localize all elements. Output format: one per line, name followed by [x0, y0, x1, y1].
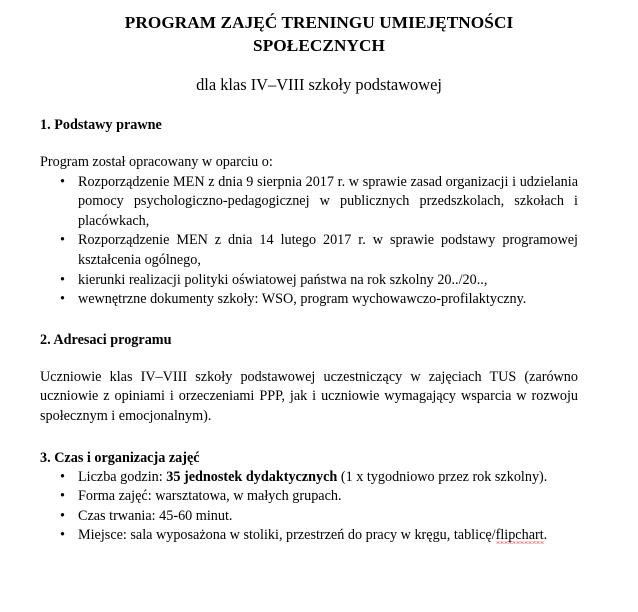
section-heading-legal: 1. Podstawy prawne: [40, 117, 162, 133]
organization-list: [0, 468, 638, 546]
section-heading-audience: 2. Adresaci programu: [40, 331, 172, 348]
list-item-text-tail: .: [543, 527, 548, 544]
list-item: • wewnętrzne dokumenty szkoły: WSO, program wychowawczo-profilaktyczny.: [0, 290, 638, 310]
list-item: [0, 507, 638, 527]
list-item: [0, 487, 638, 507]
list-item-text: Czas trwania: 45-60 minut.: [78, 507, 233, 524]
list-item-text: Forma zajęć: warsztatowa, w małych grupach.: [78, 488, 342, 505]
legal-basis-list: [0, 173, 638, 310]
list-item: • Rozporządzenie MEN z dnia 14 lutego 2017 r. w sprawie podstawy programowej kształcenia ogólnego,: [0, 231, 638, 270]
section-heading-organization: 3. Czas i organizacja zajęć: [40, 449, 200, 466]
audience-paragraph: Uczniowie klas IV–VIII szkoły podstawowej uczestniczący w zajęciach TUS (zarówno uczniowie z opiniami i orzeczeniami PPP, jak i uczniowie wymagający wsparcia w rozwoju społecznym i emocjonalnym).: [40, 368, 578, 424]
list-item-text-tail: (1 x tygodniowo przez rok szkolny).: [337, 468, 548, 485]
list-item: [0, 468, 638, 488]
spellcheck-misspelled-word: flipchart: [495, 527, 544, 544]
legal-intro-paragraph: Program został opracowany w oparciu o:: [40, 154, 273, 170]
list-item-text: Liczba godzin:: [78, 468, 167, 485]
document-title: PROGRAM ZAJĘĆ TRENINGU UMIEJĘTNOŚCI SPOŁECZNYCH: [124, 13, 514, 55]
list-item: • Rozporządzenie MEN z dnia 9 sierpnia 2017 r. w sprawie zasad organizacji i udzielania pomocy psychologiczno-pedagogicznej w publicznych przedszkolach, szkołach i placówkach,: [0, 173, 638, 232]
list-item-emphasis: 35 jednostek dydaktycznych: [166, 468, 338, 485]
list-item: • kierunki realizacji polityki oświatowej państwa na rok szkolny 20../20..,: [0, 271, 638, 291]
list-item-text: Miejsce: sala wyposażona w stoliki, przestrzeń do pracy w kręgu, tablicę/: [78, 527, 496, 544]
list-item: [0, 526, 638, 546]
document-subtitle: dla klas IV–VIII szkoły podstawowej: [196, 75, 442, 94]
